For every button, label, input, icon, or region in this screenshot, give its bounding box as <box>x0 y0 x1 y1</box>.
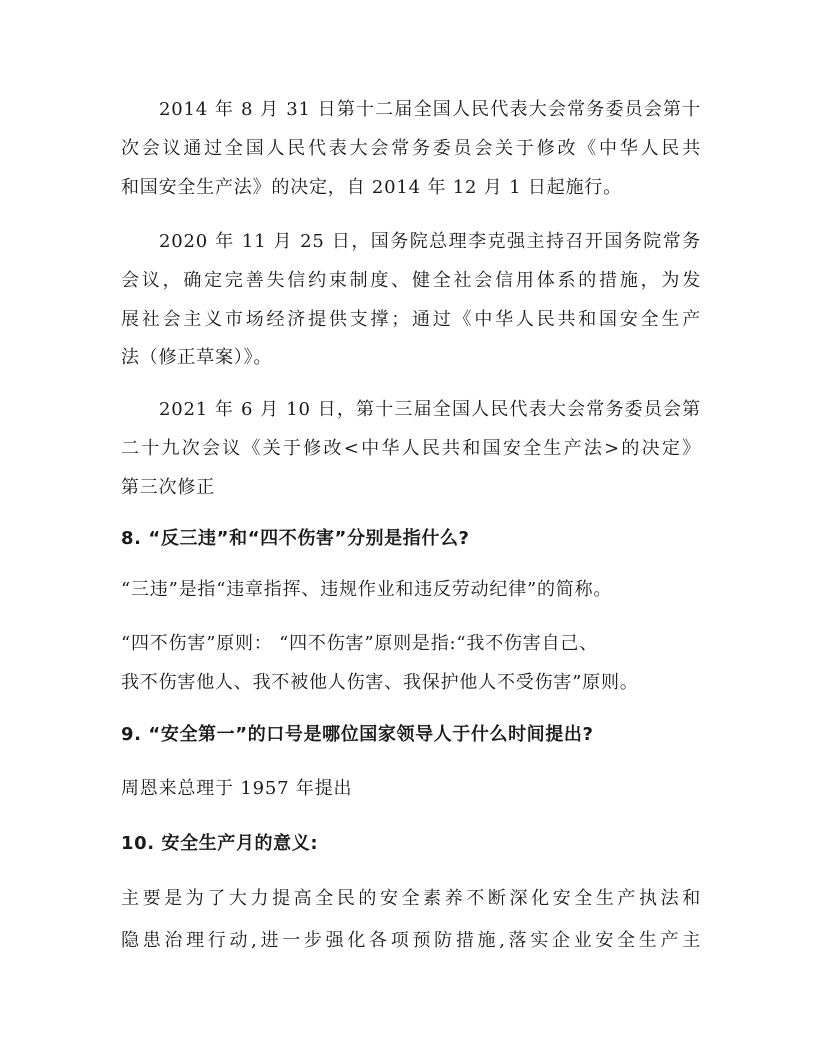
paragraph-1-line-3: 和国安全生产法》的决定，自 2014 年 12 月 1 日起施行。 <box>121 177 622 198</box>
paragraph-1-line-2: 次会议通过全国人民代表大会常务委员会关于修改《中华人民共 <box>121 138 701 159</box>
question-9-heading: 9. “安全第一”的口号是哪位国家领导人于什么时间提出? <box>121 724 594 745</box>
question-10-heading: 10. 安全生产月的意义: <box>121 833 319 854</box>
question-8-answer-2-line-1: “四不伤害”原则： “四不伤害”原则是指:“我不伤害自己、 <box>121 633 598 654</box>
paragraph-2-line-4: 法（修正草案）》。 <box>121 347 273 368</box>
question-10-answer-line-1: 主要是为了大力提高全民的安全素养不断深化安全生产执法和 <box>121 888 701 909</box>
paragraph-3-line-1: 2021 年 6 月 10 日，第十三届全国人民代表大会常务委员会第 <box>159 399 701 420</box>
paragraph-3-line-3: 第三次修正 <box>121 477 215 498</box>
question-8-heading: 8. “反三违”和“四不伤害”分别是指什么? <box>121 528 470 549</box>
question-8-answer-2-line-2: 我不伤害他人、我不被他人伤害、我保护他人不受伤害”原则。 <box>121 672 639 693</box>
question-8-answer-1: “三违”是指“违章指挥、违规作业和违反劳动纪律”的简称。 <box>121 579 613 600</box>
question-10-answer-line-2: 隐患治理行动,进一步强化各项预防措施,落实企业安全生产主 <box>121 930 701 951</box>
paragraph-2-line-2: 会议，确定完善失信约束制度、健全社会信用体系的措施，为发 <box>121 270 701 291</box>
paragraph-2-line-1: 2020 年 11 月 25 日，国务院总理李克强主持召开国务院常务 <box>159 231 701 252</box>
paragraph-1-line-1: 2014 年 8 月 31 日第十二届全国人民代表大会常务委员会第十 <box>159 99 701 120</box>
question-9-answer: 周恩来总理于 1957 年提出 <box>121 778 353 799</box>
paragraph-2-line-3: 展社会主义市场经济提供支撑；通过《中华人民共和国安全生产 <box>121 309 701 330</box>
paragraph-3-line-2: 二十九次会议《关于修改<中华人民共和国安全生产法>的决定》 <box>121 438 701 459</box>
